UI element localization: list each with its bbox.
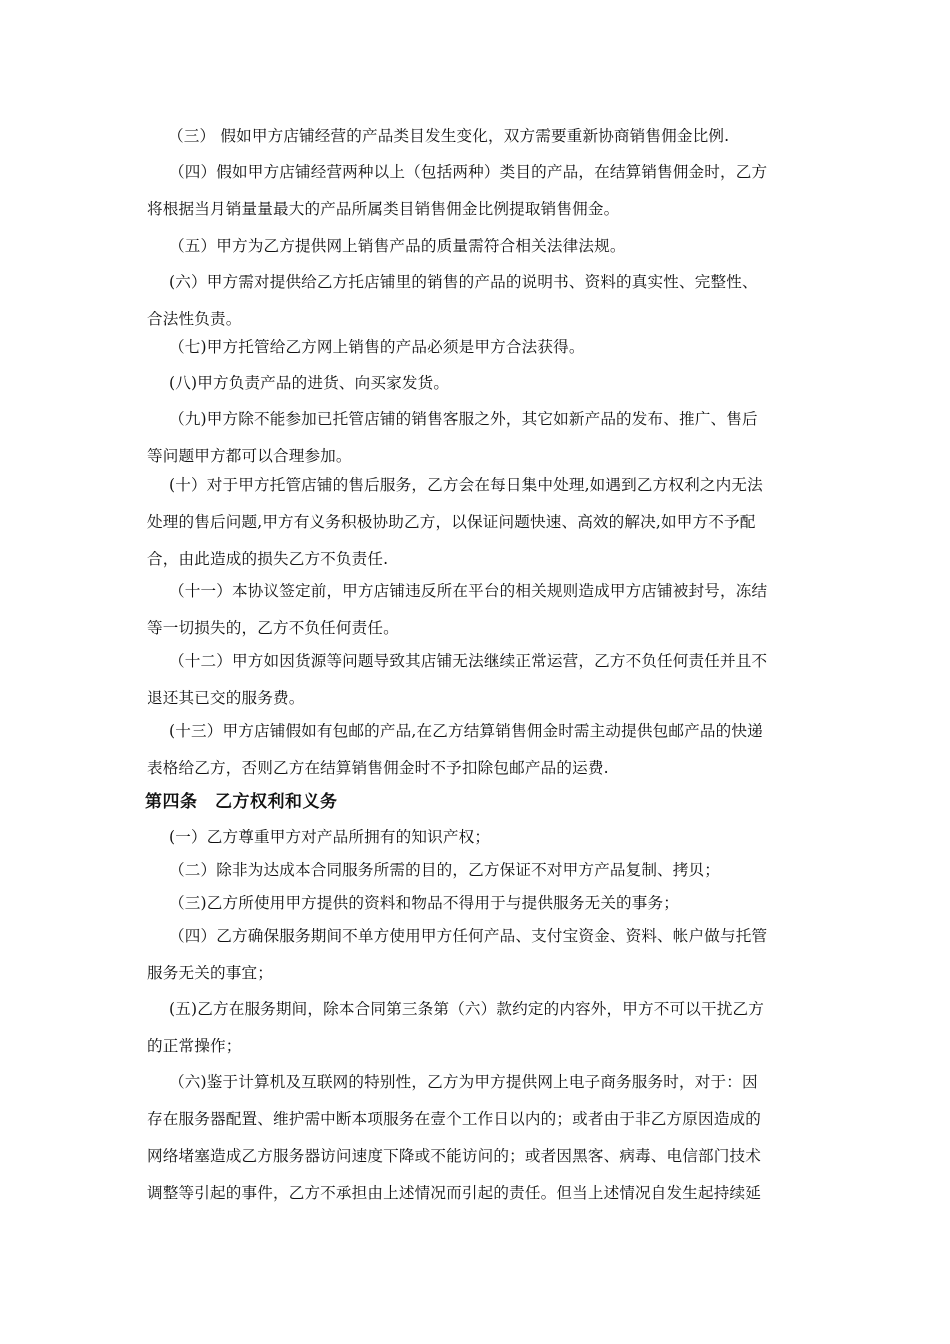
clause-line: (十三）甲方店铺假如有包邮的产品,在乙方结算销售佣金时需主动提供包邮产品的快递 <box>169 722 763 740</box>
clause-4-1 <box>147 819 807 856</box>
clause-line: 调整等引起的事件，乙方不承担由上述情况而引起的责任。但当上述情况自发生起持续延 <box>147 1184 762 1202</box>
clause-line: （四）乙方确保服务期间不单方使用甲方任何产品、支付宝资金、资料、帐户做与托管 <box>169 927 768 945</box>
clause-line: （七)甲方托管给乙方网上销售的产品必须是甲方合法获得。 <box>169 338 585 356</box>
clause-line: 等问题甲方都可以合理参加。 <box>147 447 352 465</box>
clause-3-4 <box>147 154 807 228</box>
clause-line: 的正常操作； <box>147 1037 242 1055</box>
clause-line: 网络堵塞造成乙方服务器访问速度下降或不能访问的；或者因黑客、病毒、电信部门技术 <box>147 1147 762 1165</box>
clause-line: （十二）甲方如因货源等问题导致其店铺无法继续正常运营，乙方不负任何责任并且不 <box>169 652 768 670</box>
clause-4-2 <box>147 852 807 889</box>
clause-line: （五）甲方为乙方提供网上销售产品的质量需符合相关法律法规。 <box>169 237 626 255</box>
clause-line: (一）乙方尊重甲方对产品所拥有的知识产权； <box>169 828 491 846</box>
section-heading: 第四条 乙方权利和义务 <box>145 792 338 812</box>
clause-4-5 <box>147 991 807 1065</box>
clause-line: （四）假如甲方店铺经营两种以上（包括两种）类目的产品，在结算销售佣金时，乙方 <box>169 163 768 181</box>
clause-line: （十一）本协议签定前，甲方店铺违反所在平台的相关规则造成甲方店铺被封号，冻结 <box>169 582 768 600</box>
clause-line: 合法性负责。 <box>147 310 242 328</box>
clause-line: (八)甲方负责产品的进货、向买家发货。 <box>169 374 450 392</box>
clause-line: 退还其已交的服务费。 <box>147 689 305 707</box>
clause-line: (十）对于甲方托管店铺的售后服务，乙方会在每日集中处理,如遇到乙方权利之内无法 <box>169 476 763 494</box>
clause-4-6 <box>147 1064 807 1212</box>
clause-line: (五)乙方在服务期间，除本合同第三条第（六）款约定的内容外，甲方不可以干扰乙方 <box>169 1000 764 1018</box>
clause-3-11 <box>147 573 807 647</box>
clause-3-7 <box>147 329 807 366</box>
clause-line: 表格给乙方，否则乙方在结算销售佣金时不予扣除包邮产品的运费. <box>147 759 609 777</box>
clause-line: （二）除非为达成本合同服务所需的目的，乙方保证不对甲方产品复制、拷贝； <box>169 861 721 879</box>
clause-3-9 <box>147 401 807 475</box>
clause-3-8 <box>147 365 807 402</box>
clause-3-6 <box>147 264 807 338</box>
clause-line: 处理的售后问题,甲方有义务积极协助乙方，以保证问题快速、高效的解决,如甲方不予配 <box>147 513 756 531</box>
clause-3-12 <box>147 643 807 717</box>
clause-line: （三） 假如甲方店铺经营的产品类目发生变化，双方需要重新协商销售佣金比例. <box>168 127 730 145</box>
clause-line: 等一切损失的，乙方不负任何责任。 <box>147 619 399 637</box>
clause-3-5 <box>147 228 807 265</box>
clause-3-13 <box>147 713 807 787</box>
clause-line: (六）甲方需对提供给乙方托店铺里的销售的产品的说明书、资料的真实性、完整性、 <box>169 273 758 291</box>
clause-line: 服务无关的事宜； <box>147 964 273 982</box>
clause-3-10 <box>147 467 807 578</box>
clause-line: （六)鉴于计算机及互联网的特别性，乙方为甲方提供网上电子商务服务时，对于：因 <box>169 1073 758 1091</box>
clause-4-3 <box>147 885 807 922</box>
clause-line: 将根据当月销量量最大的产品所属类目销售佣金比例提取销售佣金。 <box>147 200 620 218</box>
clause-line: 合，由此造成的损失乙方不负责任. <box>147 550 389 568</box>
clause-4-4 <box>147 918 807 992</box>
clause-line: 存在服务器配置、维护需中断本项服务在壹个工作日以内的；或者由于非乙方原因造成的 <box>147 1110 762 1128</box>
clause-line: （三)乙方所使用甲方提供的资料和物品不得用于与提供服务无关的事务； <box>169 894 680 912</box>
clause-line: （九)甲方除不能参加已托管店铺的销售客服之外，其它如新产品的发布、推广、售后 <box>169 410 758 428</box>
clause-3-3 <box>168 118 828 155</box>
